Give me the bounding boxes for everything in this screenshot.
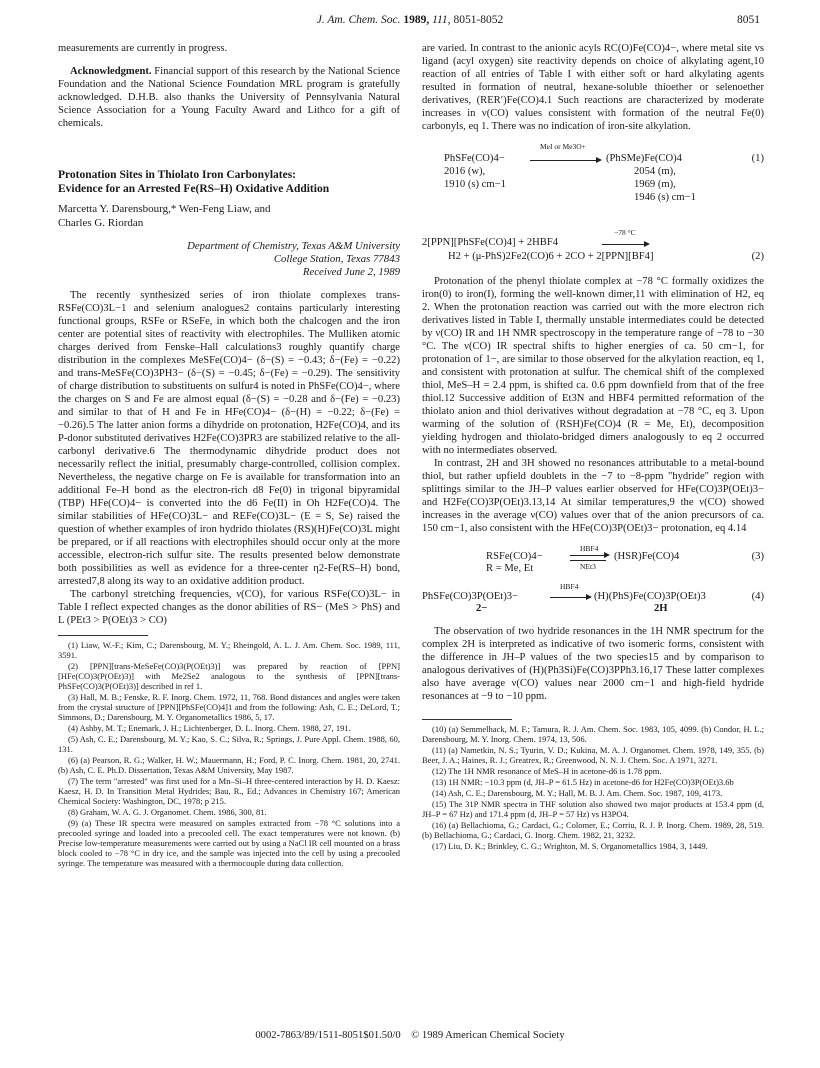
footnote: (4) Ashby, M. T.; Enemark, J. H.; Lichtenberger, D. L. Inorg. Chem. 1988, 27, 191. <box>68 723 351 733</box>
eq1-left-freq-1: 2016 (w), <box>444 166 486 177</box>
eq4-product: (H)(PhS)Fe(CO)3P(OEt)3 <box>594 591 706 602</box>
footnote: (9) (a) These IR spectra were measured on samples extracted from −78 °C solutions into a precooled syringe and loaded into a precooled cell. The exact temperatures were not known. (b) Precise low-temperature measurements were carried out by using a NaCl IR cell mounted on a brass block cooled to −78 °C in dry ice, and the sample was injected into the cell by using a precooled syringe. The temperature was measured with a thermocouple during data collection. <box>58 818 400 868</box>
authors-line-2: Charles G. Riordan <box>58 217 144 229</box>
equation-2 <box>422 227 764 269</box>
journal-pages: 8051-8052 <box>453 14 504 26</box>
eq1-product: (PhSMe)Fe(CO)4 <box>606 153 682 164</box>
authors-line-1: Marcetta Y. Darensbourg,* Wen-Feng Liaw, and <box>58 203 271 215</box>
footnote: (2) [PPN][trans-MeSeFe(CO)3(P(OEt)3)] was prepared by reaction of [PPN][HFe(CO)3(P(OEt)3)] with Me2Se2 analogous to the synthesis of [PPN][trans-PhSFe(CO)3(P(OEt)3)] described in ref 1. <box>58 661 400 691</box>
footnotes-left <box>58 640 400 868</box>
journal-volume: 111, <box>432 14 451 26</box>
body-paragraph-2: The carbonyl stretching frequencies, ν(CO), for various RSFe(CO)3L− in Table I reflect expected changes as the donor abilities of RS− (MeS > PhS) and L (PEt3 > P(OEt)3 > CO) <box>58 589 400 626</box>
eq3-arrow-forward <box>570 555 606 556</box>
eq2-reactants: 2[PPN][PhSFe(CO)4] + 2HBF4 <box>422 237 559 248</box>
eq1-left-freq-2: 1910 (s) cm−1 <box>444 179 506 190</box>
footnote: (13) 1H NMR: −10.3 ppm (d, JH–P = 61.5 Hz) in acetone-d6 for H2Fe(CO)3P(OEt)3.6b <box>432 777 734 787</box>
footnote: (17) Liu, D. K.; Brinkley, C. G.; Wrighton, M. S. Organometallics 1984, 3, 1449. <box>432 841 708 851</box>
eq4-number: (4) <box>751 591 764 602</box>
eq3-arrow-forward-head <box>604 552 610 558</box>
footnote: (8) Graham, W. A. G. J. Organomet. Chem. 1986, 300, 81. <box>68 807 267 817</box>
footnote: (14) Ash, C. E.; Darensbourg, M. Y.; Hall, M. B. J. Am. Chem. Soc. 1987, 109, 4173. <box>432 788 723 798</box>
footnote: (3) Hall, M. B.; Fenske, R. F. Inorg. Chem. 1972, 11, 768. Bond distances and angles were taken from the crystal structure of [PPN][PhSFe(CO)4]1 and from the following: Ash, C. E.; DeLord, T.; Simmons, D.; Darensbourg, M. Y. Organometallics 1986, 5, 17. <box>58 692 400 722</box>
eq4-reactant: PhSFe(CO)3P(OEt)3− <box>422 591 519 602</box>
eq3-reactant: RSFe(CO)4− <box>486 551 543 562</box>
footnote: (5) Ash, C. E.; Darensbourg, M. Y.; Kao, S. C.; Silva, R.; Springs, J. Pure Appl. Chem. 1988, 60, 131. <box>58 734 400 754</box>
ack-text: Financial support of this research by the National Science Foundation and the National Science Foundation MRL program is gratefully acknowledged. D.H.B. also thanks the University of Pennsylvania Natural Science Association for a Young Faculty Award and Lithco for a gift of chemicals. <box>58 66 400 129</box>
equation-1 <box>422 141 764 221</box>
eq1-reactant: PhSFe(CO)4− <box>444 153 505 164</box>
footnote: (1) Liaw, W.-F.; Kim, C.; Darensbourg, M. Y.; Rheingold, A. L. J. Am. Chem. Soc. 1989, 111, 3591. <box>58 640 400 660</box>
footer-code: 0002-7863/89/1511-8051$01.50/0 <box>255 1030 401 1041</box>
eq2-products: H2 + (μ-PhS)2Fe2(CO)6 + 2CO + 2[PPN][BF4] <box>448 251 654 262</box>
footnote: (16) (a) Bellachioma, G.; Cardaci, G.; Colomer, E.; Corriu, R. J. P. Inorg. Chem. 1989, 28, 519. (b) Bellachioma, G.; Cardaci, G. Inorg. Chem. 1982, 21, 3232. <box>422 820 764 840</box>
body-paragraph-a: Protonation of the phenyl thiolate complex at −78 °C formally oxidizes the iron(0) to iron(I), forming the well-known dimer,11 with elimination of H2, eq 2. When the protonation reaction was carried out with the more electron rich derivatives listed in Table I, thermally unstable intermediates could be detected by ν(CO) IR and 1H NMR spectroscopy in the temperature range of −78 to −30 °C. The ν(CO) IR spectral shifts to higher energies of ca. 50 cm−1, for protonation of 1−, are similar to those observed for the alkylation reaction, eq 1, and consistent with protonation at sulfur. The chemical shift of the complexed thiol, MeS–H = 2.4 ppm, is shifted ca. 0.6 ppm downfield from that of the free thiol.12 Successive addition of Et3N and HBF4 permitted reformation of the thiolato anion and thiol derivatives without degradation at −78 °C, eq 3. Upon warming of the solution of (RSH)Fe(CO)4 (R = Me, Et), decomposition yielding hydrogen and thiolato-bridged dimers analogously to eq 2 occurred with no intermediates observed. <box>422 276 764 456</box>
footnote: (6) (a) Pearson, R. G.; Walker, H. W.; Mauermann, H.; Ford, P. C. Inorg. Chem. 1981, 20, 2741. (b) Ash, C. E. Ph.D. Dissertation, Texas A&M University, May 1987. <box>58 755 400 775</box>
received-date: Received June 2, 1989 <box>302 266 400 278</box>
running-head-citation <box>0 14 820 26</box>
eq4-arrow-head <box>586 594 592 600</box>
eq4-arrow <box>550 597 588 598</box>
equation-4 <box>422 581 764 617</box>
affiliation <box>58 240 400 266</box>
body-paragraph-c: The observation of two hydride resonances in the 1H NMR spectrum for the complex 2H is interpreted as indicative of two isomeric forms, consistent with the difference in JH–P values of the two species15 and by comparison to analogous derivatives of (H)(Ph3Si)Fe(CO)3PPh3.16,17 These latter complexes also have average ν(CO) values near 2000 cm−1 and high-field hydride resonances at −9 to −10 ppm. <box>422 626 764 702</box>
title-line-1: Protonation Sites in Thiolato Iron Carbonylates: <box>58 169 297 181</box>
eq4-reactant-label: 2− <box>476 603 488 614</box>
footnote: (11) (a) Nametkin, N. S.; Tyurin, V. D.; Kukina, M. A. J. Organomet. Chem. 1978, 149, 355. (b) Beer, J. A.; Haines, R. J.; Greatrex, R.; Greenwood, N. N. J. Chem. Soc. A 1971, 3271. <box>422 745 764 765</box>
eq1-arrow <box>530 160 598 161</box>
acknowledgment <box>58 65 400 130</box>
authors <box>58 202 400 230</box>
eq3-condition: R = Me, Et <box>486 563 534 574</box>
article-title <box>58 168 400 196</box>
footnote-rule <box>422 719 512 720</box>
footnote: (15) The 31P NMR spectra in THF solution also showed two major products at 153.4 ppm (d, JH–P = 67 Hz) and 171.4 ppm (d, JH–P = 57 Hz) vs H3PO4. <box>422 799 764 819</box>
eq2-arrow-head <box>644 241 650 247</box>
footnote: (12) The 1H NMR resonance of MeS–H in acetone-d6 is 1.78 ppm. <box>432 766 662 776</box>
eq1-right-freq-3: 1946 (s) cm−1 <box>634 192 696 203</box>
footer-copyright: © 1989 American Chemical Society <box>411 1030 565 1041</box>
equation-3 <box>422 543 764 575</box>
body-paragraph-top: are varied. In contrast to the anionic acyls RC(O)Fe(CO)4−, where metal site vs ligand (acyl oxygen) site reactivity depends on choice of alkylating agent,10 reaction of all entries of Table I with either soft or hard alkylating agents resulted in formation of neutral, hexane-soluble thioether or selenoether derivatives, (RER′)Fe(CO)4.1 Such reactions are characterized by moderate increases in ν(CO) values consistent with formation of the neutral Fe(0) carbonyls, eq 1. There was no indication of iron-site alkylation. <box>422 43 764 132</box>
eq4-product-label: 2H <box>654 603 668 614</box>
affiliation-line-1: Department of Chemistry, Texas A&M University <box>187 240 400 252</box>
body-paragraph-1: The recently synthesized series of iron thiolate complexes trans-RSFe(CO)3L−1 and selenium analogues2 contains particularly interesting functional groups, RSFe or RSeFe, in which both the chalcogen and the iron center are potential sites of reactivity with electrophiles. The Mulliken atomic charges derived from Fenske–Hall calculations3 roughly quantify charge distribution in the complexes MeSFe(CO)4− (δ−(S) = −0.43; δ−(Fe) = −0.22) and trans-MeSFe(CO)3PH3− (δ−(S) = −0.45; δ−(Fe) = −0.29). The sensitivity of charge distribution to substituents on sulfur4 is noted in PhSFe(CO)4−, where the charges on S and Fe are almost equal (δ−(S) = −0.28 and δ−(Fe) = −0.23) and similar to that of H and Fe in HFe(CO)4− (δ−(H) = −0.22; δ−(Fe) = −0.26).5 The latter anion forms a dihydride on protonation, H2Fe(CO)4, and its P-donor substituted derivatives H2Fe(CO)3PR3 are stabilized relative to the all-carbonyl derivative.6 The thermodynamic dihydride product does not necessarily reflect the initial, presumably charge-controlled, collision complex. Nevertheless, the negative charge on Fe is available for transformation into an additional Fe–H bond as the electron-rich d8 Fe(0) in trigonal bipyramidal (TBP) HFe(CO)4− is converted into the d6 Fe(II) in Oh H2Fe(CO)4. The similar stabilities of HFe(CO)3L− and REFe(CO)3L− (E = S, Se) raised the question of whether examples of iron hydrido thiolates (RS)(H)Fe(CO)3L might be prepared, or if all reactions with electrophiles should occur only at the more accessible, electron-rich sulfur site. The results presented below demonstrate both possibilities as well as evidence for a three-center η2-Fe(RS–H) bond, arrested7,8 along its way to an oxidative addition product. <box>58 290 400 587</box>
ack-heading: Acknowledgment. <box>70 66 152 77</box>
journal-name: J. Am. Chem. Soc. <box>316 14 401 26</box>
right-column <box>422 42 764 852</box>
journal-year: 1989, <box>403 14 430 26</box>
eq2-number: (2) <box>751 251 764 262</box>
affiliation-line-2: College Station, Texas 77843 <box>273 253 400 265</box>
eq3-product: (HSR)Fe(CO)4 <box>614 551 680 562</box>
left-column <box>58 42 400 869</box>
footnotes-right <box>422 724 764 851</box>
eq3-number: (3) <box>751 551 764 562</box>
eq2-condition: −78 °C <box>614 228 636 237</box>
footnote: (7) The term "arrested" was first used for a Mn–Si–H three-centered interaction by H. D. Kaesz: Kaesz, H. D. In Transition Metal Hydrides; Bau, R., Ed.; Advances in Chemistry 167; American Chemical Society: Washington, DC, 1978; p 215. <box>58 776 400 806</box>
eq1-reagent: MeI or Me3O+ <box>540 142 586 151</box>
eq3-reagent-bottom: NEt3 <box>580 562 596 571</box>
footnote-rule <box>58 635 148 636</box>
eq3-reagent-top: HBF4 <box>580 544 599 553</box>
eq1-right-freq-1: 2054 (m), <box>634 166 676 177</box>
eq1-number: (1) <box>751 153 764 164</box>
page-number: 8051 <box>737 14 760 26</box>
title-line-2: Evidence for an Arrested Fe(RS–H) Oxidative Addition <box>58 183 330 195</box>
body-paragraph-b: In contrast, 2H and 3H showed no resonances attributable to a metal-bound thiol, but rather upfield doublets in the −7 to −8-ppm "hydride" region with splittings similar to the JH–P values earlier observed for HFe(CO)3P(OEt)3− and H2Fe(CO)3P(OEt)3.13,14 At similar temperatures,9 the ν(CO) showed increases in the average ν(CO) values over that of the anion precursors of ca. 150 cm−1, also consistent with the HFe(CO)3P(OEt)3− protonation, eq 4.14 <box>422 458 764 534</box>
eq4-reagent: HBF4 <box>560 582 579 591</box>
eq2-arrow <box>602 244 646 245</box>
continued-text: measurements are currently in progress. <box>58 43 228 54</box>
eq1-arrow-head <box>596 157 602 163</box>
running-head <box>0 14 820 30</box>
page-footer <box>0 1030 820 1041</box>
eq1-right-freq-2: 1969 (m), <box>634 179 676 190</box>
footnote: (10) (a) Semmelhack, M. F.; Tamura, R. J. Am. Chem. Soc. 1983, 105, 4099. (b) Condor, H. L.; Darensbourg, M. Y. Inorg. Chem. 1974, 13, 506. <box>422 724 764 744</box>
